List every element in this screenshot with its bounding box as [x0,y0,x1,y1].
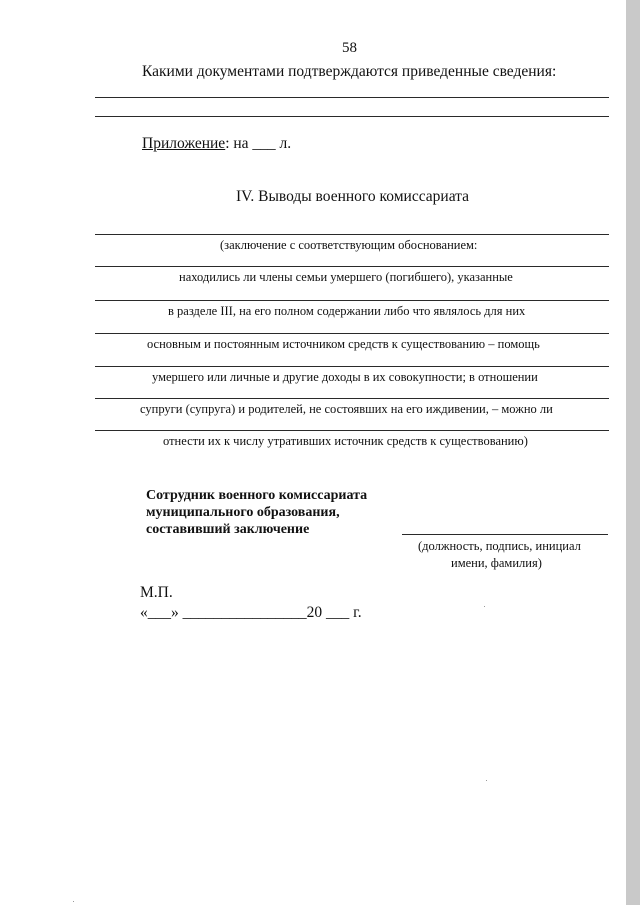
scan-speck [486,780,487,781]
stamp-placeholder: М.П. [140,584,173,601]
attachment-label: Приложение [142,135,226,152]
signature-caption-2: имени, фамилия) [451,556,542,570]
conclusion-line-6 [95,398,609,399]
documents-question: Какими документами подтверждаются приведенные сведения: [142,63,557,80]
conclusion-line-5 [95,366,609,367]
conclusion-line-2 [95,266,609,267]
conclusion-caption-3: в разделе III, на его полном содержании либо что являлось для них [168,304,526,318]
conclusion-caption-2: находились ли члены семьи умершего (погибшего), указанные [179,270,513,284]
conclusion-caption-5: умершего или личные и другие доходы в их совокупности; в отношении [152,370,538,384]
scan-speck [73,901,74,902]
date-line: «___» ________________20 ___ г. [140,604,362,621]
scan-speck [484,606,485,607]
signatory-title-3: составивший заключение [146,522,310,537]
signatory-title-2: муниципального образования, [146,505,340,520]
conclusion-caption-1: (заключение с соответствующим обоснованием: [220,238,478,252]
attachment-line [142,135,291,153]
conclusion-line-3 [95,300,609,301]
conclusion-line-7 [95,430,609,431]
conclusion-line-1 [95,234,609,235]
conclusion-caption-4: основным и постоянным источником средств к существованию – помощь [147,337,540,351]
fill-line-2 [95,116,609,117]
fill-line-1 [95,97,609,98]
signature-line [402,534,608,535]
conclusion-caption-6: супруги (супруга) и родителей, не состоявших на его иждивении, – можно ли [140,402,553,416]
conclusion-line-4 [95,333,609,334]
section-title: IV. Выводы военного комиссариата [236,188,470,205]
attachment-text: : на ___ л. [225,135,292,152]
page-number: 58 [342,40,357,56]
conclusion-caption-7: отнести их к числу утративших источник средств к существованию) [163,434,528,448]
signatory-title-1: Сотрудник военного комиссариата [146,488,368,503]
signature-caption-1: (должность, подпись, инициал [418,539,581,553]
